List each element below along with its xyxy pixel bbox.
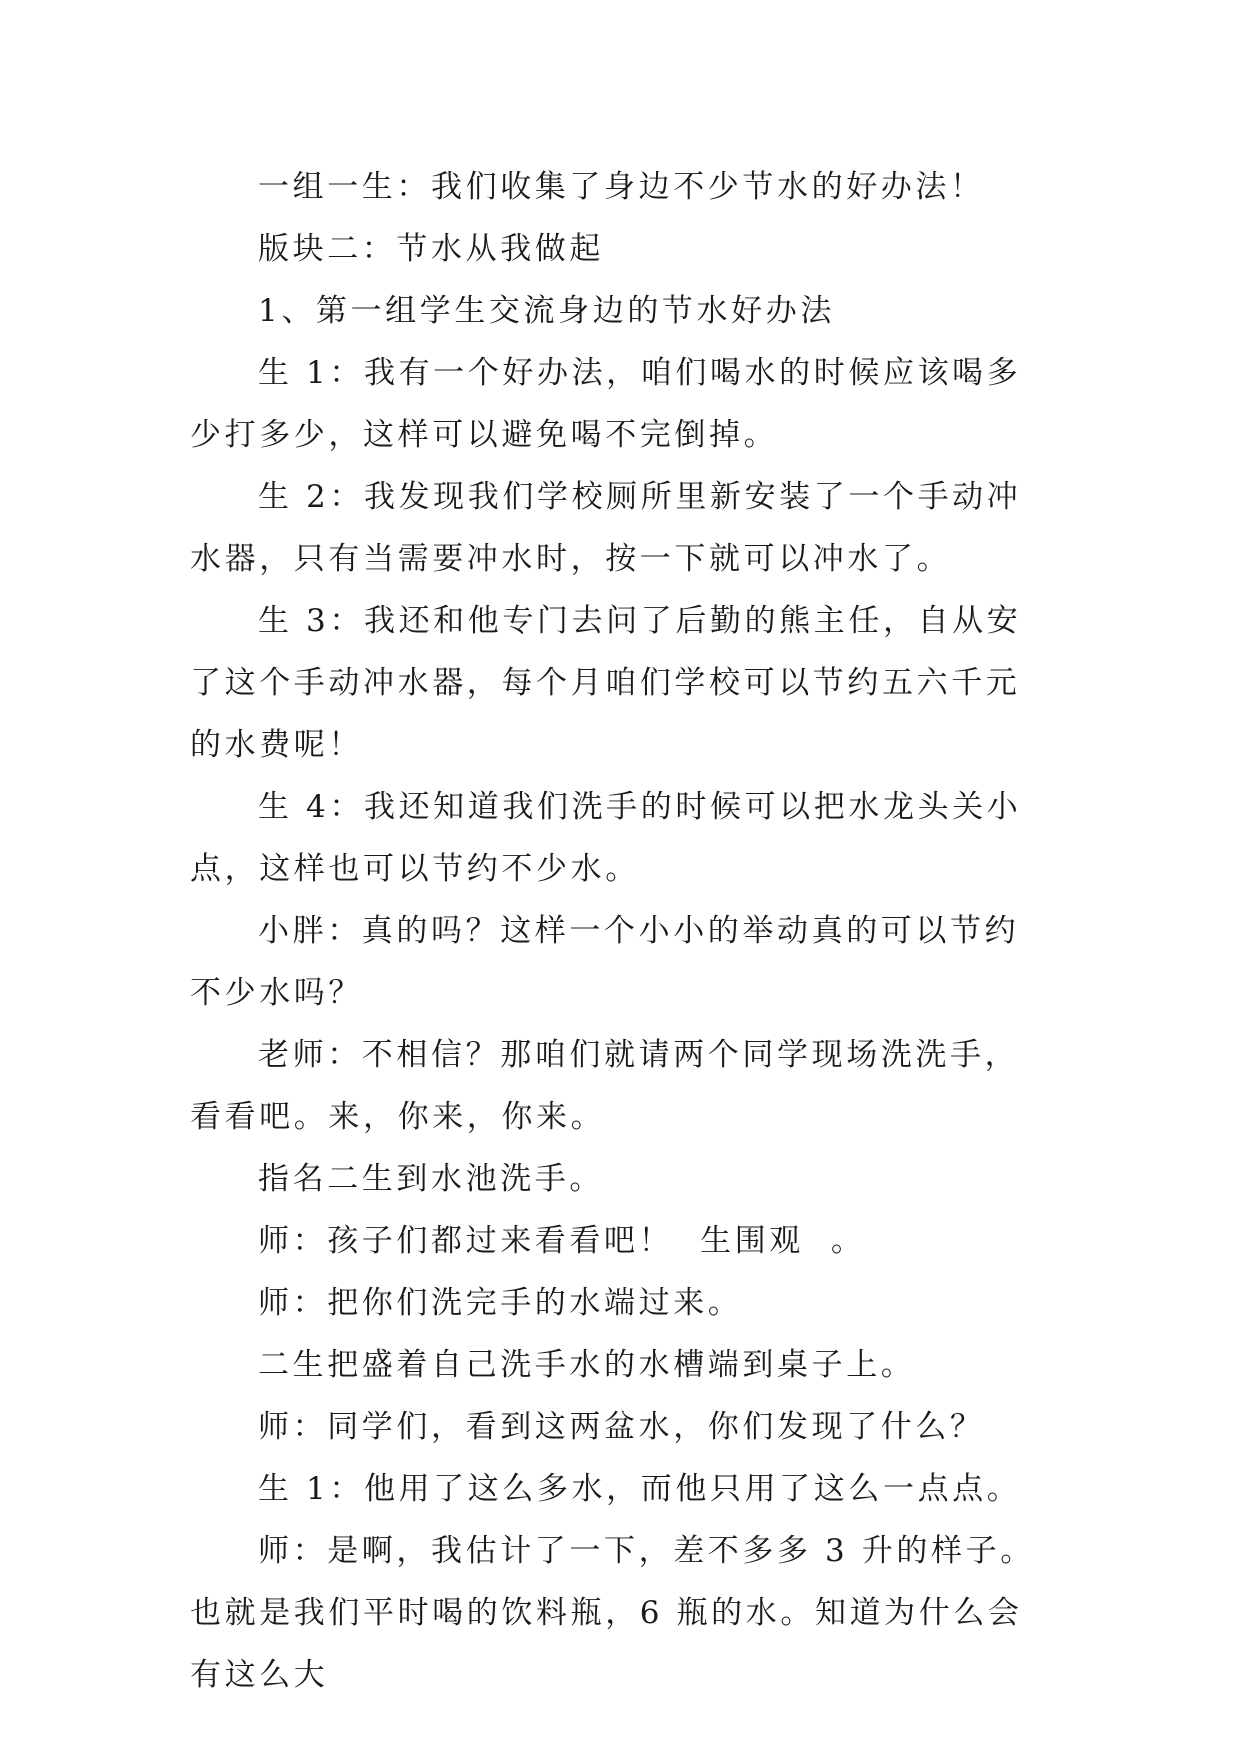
paragraph: 师：把你们洗完手的水端过来。 [258, 1285, 743, 1321]
paragraph: 生 4：我还知道我们洗手的时候可以把水龙头关小点，这样也可以节约不少水。 [190, 789, 1022, 887]
document-body [190, 156, 1052, 1706]
paragraph: 一组一生：我们收集了身边不少节水的好办法！ [258, 169, 985, 205]
paragraph: 1、第一组学生交流身边的节水好办法 [258, 293, 835, 329]
paragraph: 师：孩子们都过来看看吧！ 生围观 。 [258, 1223, 866, 1259]
paragraph: 指名二生到水池洗手。 [258, 1161, 604, 1197]
paragraph: 二生把盛着自己洗手水的水槽端到桌子上。 [258, 1347, 916, 1383]
paragraph: 生 1：他用了这么多水，而他只用了这么一点点。 [258, 1471, 1022, 1507]
paragraph: 师：同学们，看到这两盆水，你们发现了什么？ [258, 1409, 985, 1445]
paragraph: 小胖：真的吗？这样一个小小的举动真的可以节约不少水吗？ [190, 913, 1020, 1011]
paragraph: 生 1：我有一个好办法，咱们喝水的时候应该喝多少打多少，这样可以避免喝不完倒掉。 [190, 355, 1022, 453]
paragraph: 老师：不相信？那咱们就请两个同学现场洗洗手，看看吧。来，你来，你来。 [190, 1037, 1020, 1135]
paragraph: 版块二：节水从我做起 [258, 231, 604, 267]
paragraph: 生 2：我发现我们学校厕所里新安装了一个手动冲水器，只有当需要冲水时，按一下就可以冲水了。 [190, 479, 1022, 577]
paragraph: 师：是啊，我估计了一下，差不多多 3 升的样子。也就是我们平时喝的饮料瓶，6 瓶的水。知道为什么会有这么大 [190, 1533, 1035, 1693]
paragraph: 生 3：我还和他专门去问了后勤的熊主任，自从安了这个手动冲水器，每个月咱们学校可以节约五六千元的水费呢！ [190, 603, 1022, 763]
